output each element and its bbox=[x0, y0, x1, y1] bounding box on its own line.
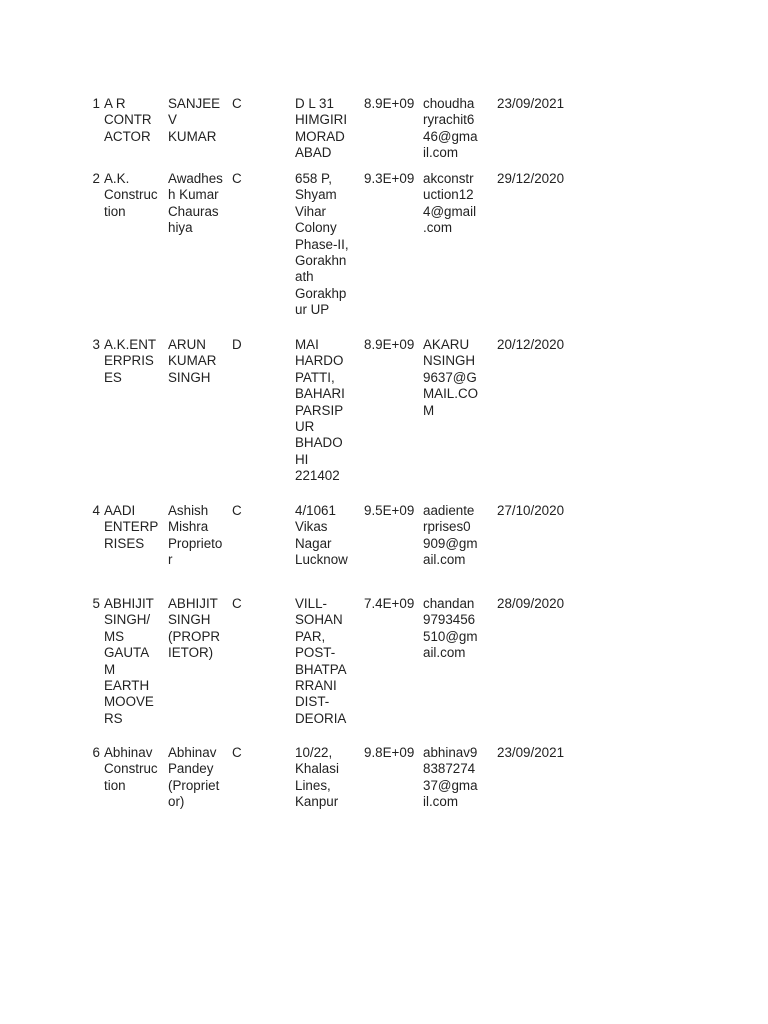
row-number: 6 bbox=[92, 745, 100, 760]
email: aadiente rprises0 909@gm ail.com bbox=[423, 503, 478, 568]
phone: 7.4E+09 bbox=[364, 596, 415, 611]
proprietor-name: Abhinav Pandey (Propriet or) bbox=[168, 745, 220, 810]
date: 28/09/2020 bbox=[497, 596, 565, 611]
category: D bbox=[232, 337, 242, 352]
row-number: 4 bbox=[92, 503, 100, 518]
date: 29/12/2020 bbox=[497, 171, 565, 186]
row-number: 3 bbox=[92, 337, 100, 352]
address: VILL- SOHAN PAR, POST- BHATPA RRANI DIST- DEORIA bbox=[295, 596, 347, 726]
proprietor-name: ABHIJIT SINGH (PROPR IETOR) bbox=[168, 596, 221, 661]
category: C bbox=[232, 96, 242, 111]
phone: 9.3E+09 bbox=[364, 171, 415, 186]
firm-name: Abhinav Construc tion bbox=[104, 745, 158, 793]
phone: 8.9E+09 bbox=[364, 337, 415, 352]
category: C bbox=[232, 596, 242, 611]
address: 10/22, Khalasi Lines, Kanpur bbox=[295, 745, 339, 810]
email: AKARU NSINGH 9637@G MAIL.CO M bbox=[423, 337, 479, 418]
phone: 8.9E+09 bbox=[364, 96, 415, 111]
firm-name: A R CONTR ACTOR bbox=[104, 96, 152, 144]
row-number: 5 bbox=[92, 596, 100, 611]
date: 20/12/2020 bbox=[497, 337, 565, 352]
address: 4/1061 Vikas Nagar Lucknow bbox=[295, 503, 348, 568]
firm-name: ABHIJIT SINGH/ MS GAUTA M EARTH MOOVE RS bbox=[104, 596, 154, 726]
date: 23/09/2021 bbox=[497, 745, 565, 760]
category: C bbox=[232, 745, 242, 760]
date: 23/09/2021 bbox=[497, 96, 565, 111]
email: akconstr uction12 4@gmail .com bbox=[423, 171, 477, 236]
row-number: 1 bbox=[92, 96, 100, 111]
proprietor-name: Awadhes h Kumar Chauras hiya bbox=[168, 171, 223, 236]
row-number: 2 bbox=[92, 171, 100, 186]
proprietor-name: Ashish Mishra Proprieto r bbox=[168, 503, 223, 568]
firm-name: A.K.ENT ERPRIS ES bbox=[104, 337, 157, 385]
firm-name: AADI ENTERP RISES bbox=[104, 503, 159, 551]
proprietor-name: ARUN KUMAR SINGH bbox=[168, 337, 217, 385]
phone: 9.8E+09 bbox=[364, 745, 415, 760]
proprietor-name: SANJEE V KUMAR bbox=[168, 96, 221, 144]
firm-name: A.K. Construc tion bbox=[104, 171, 158, 219]
email: chandan 9793456 510@gm ail.com bbox=[423, 596, 478, 661]
email: abhinav9 8387274 37@gma il.com bbox=[423, 745, 478, 810]
category: C bbox=[232, 503, 242, 518]
address: D L 31 HIMGIRI MORAD ABAD bbox=[295, 96, 348, 161]
address: 658 P, Shyam Vihar Colony Phase-II, Gorakhn ath Gorakhp ur UP bbox=[295, 171, 349, 318]
category: C bbox=[232, 171, 242, 186]
email: choudha ryrachit6 46@gma il.com bbox=[423, 96, 478, 161]
address: MAI HARDO PATTI, BAHARI PARSIP UR BHADO HI 221402 bbox=[295, 337, 345, 484]
phone: 9.5E+09 bbox=[364, 503, 415, 518]
date: 27/10/2020 bbox=[497, 503, 565, 518]
